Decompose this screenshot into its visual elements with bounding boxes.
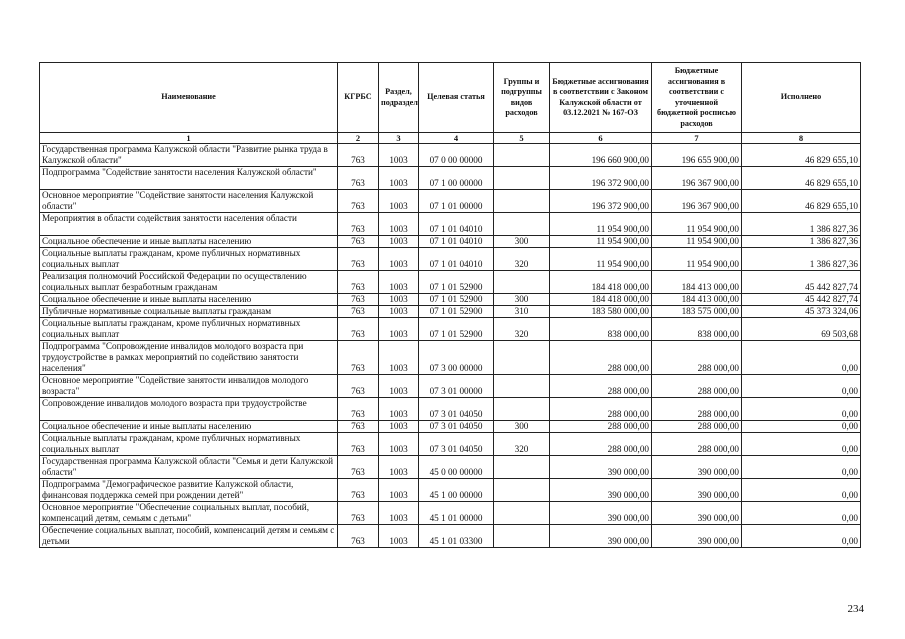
table-row: [40, 525, 861, 548]
col-number: 7: [652, 133, 742, 144]
row-kgrbs: 763: [338, 525, 379, 548]
header-row: [40, 63, 861, 133]
header-executed: Исполнено: [742, 63, 861, 133]
row-section: 1003: [379, 398, 419, 421]
row-executed: 46 829 655,10: [742, 167, 861, 190]
row-executed: 0,00: [742, 502, 861, 525]
row-kgrbs: 763: [338, 144, 379, 167]
header-budget-refined: Бюджетные ассигнования в соответствии с уточненной бюджетной росписью расходов: [652, 63, 742, 133]
table-row: [40, 398, 861, 421]
row-kgrbs: 763: [338, 318, 379, 341]
row-kgrbs: 763: [338, 271, 379, 294]
row-budget-refined: 183 575 000,00: [652, 306, 742, 318]
row-budget-refined: 184 413 000,00: [652, 271, 742, 294]
row-executed: 0,00: [742, 433, 861, 456]
row-group: 300: [494, 421, 550, 433]
row-name: Социальное обеспечение и иные выплаты населению: [40, 421, 338, 433]
row-kgrbs: 763: [338, 213, 379, 236]
row-target: 45 0 00 00000: [419, 456, 494, 479]
table-row: [40, 167, 861, 190]
row-budget-law: 288 000,00: [550, 433, 652, 456]
row-target: 45 1 00 00000: [419, 479, 494, 502]
row-section: 1003: [379, 525, 419, 548]
row-budget-refined: 288 000,00: [652, 398, 742, 421]
row-budget-law: 196 372 900,00: [550, 167, 652, 190]
table-row: [40, 433, 861, 456]
row-budget-law: 288 000,00: [550, 341, 652, 375]
col-number: 4: [419, 133, 494, 144]
row-target: 07 1 01 52900: [419, 318, 494, 341]
row-kgrbs: 763: [338, 236, 379, 248]
row-target: 07 1 01 52900: [419, 271, 494, 294]
row-section: 1003: [379, 341, 419, 375]
row-budget-law: 390 000,00: [550, 502, 652, 525]
row-name: Социальные выплаты гражданам, кроме публичных нормативных социальных выплат: [40, 433, 338, 456]
table-row: [40, 318, 861, 341]
row-budget-law: 288 000,00: [550, 398, 652, 421]
row-name: Публичные нормативные социальные выплаты гражданам: [40, 306, 338, 318]
row-section: 1003: [379, 318, 419, 341]
table-row: [40, 144, 861, 167]
row-name: Подпрограмма "Сопровождение инвалидов молодого возраста при трудоустройстве в рамках мероприятий по содействию занятости населения": [40, 341, 338, 375]
row-target: 07 3 01 04050: [419, 398, 494, 421]
row-budget-refined: 390 000,00: [652, 479, 742, 502]
row-executed: 0,00: [742, 398, 861, 421]
row-section: 1003: [379, 479, 419, 502]
row-budget-law: 390 000,00: [550, 479, 652, 502]
row-name: Социальные выплаты гражданам, кроме публичных нормативных социальных выплат: [40, 318, 338, 341]
row-name: Подпрограмма "Содействие занятости населения Калужской области": [40, 167, 338, 190]
row-kgrbs: 763: [338, 306, 379, 318]
row-budget-refined: 288 000,00: [652, 375, 742, 398]
row-target: 07 1 01 00000: [419, 190, 494, 213]
row-budget-law: 196 660 900,00: [550, 144, 652, 167]
row-target: 07 3 01 00000: [419, 375, 494, 398]
row-budget-refined: 838 000,00: [652, 318, 742, 341]
table-row: [40, 306, 861, 318]
row-budget-refined: 11 954 900,00: [652, 236, 742, 248]
row-target: 07 1 01 04010: [419, 236, 494, 248]
row-budget-law: 183 580 000,00: [550, 306, 652, 318]
row-group: 300: [494, 236, 550, 248]
row-group: 320: [494, 248, 550, 271]
row-section: 1003: [379, 502, 419, 525]
row-group: [494, 456, 550, 479]
row-kgrbs: 763: [338, 421, 379, 433]
row-budget-law: 184 418 000,00: [550, 294, 652, 306]
row-budget-law: 390 000,00: [550, 525, 652, 548]
row-section: 1003: [379, 433, 419, 456]
row-group: [494, 398, 550, 421]
row-group: [494, 167, 550, 190]
row-kgrbs: 763: [338, 341, 379, 375]
col-number: 8: [742, 133, 861, 144]
table-row: [40, 502, 861, 525]
row-budget-refined: 288 000,00: [652, 341, 742, 375]
row-budget-refined: 11 954 900,00: [652, 248, 742, 271]
row-kgrbs: 763: [338, 294, 379, 306]
row-group: 310: [494, 306, 550, 318]
row-name: Государственная программа Калужской области "Развитие рынка труда в Калужской области": [40, 144, 338, 167]
row-name: Подпрограмма "Демографическое развитие Калужской области, финансовая поддержка семей при рождении детей": [40, 479, 338, 502]
row-section: 1003: [379, 167, 419, 190]
table-row: [40, 341, 861, 375]
row-group: [494, 190, 550, 213]
row-budget-law: 11 954 900,00: [550, 248, 652, 271]
row-name: Основное мероприятие "Содействие занятости населения Калужской области": [40, 190, 338, 213]
row-executed: 0,00: [742, 375, 861, 398]
row-executed: 45 442 827,74: [742, 294, 861, 306]
row-group: [494, 479, 550, 502]
row-executed: 1 386 827,36: [742, 213, 861, 236]
row-executed: 0,00: [742, 525, 861, 548]
header-name: Наименование: [40, 63, 338, 133]
row-budget-law: 11 954 900,00: [550, 236, 652, 248]
row-budget-refined: 390 000,00: [652, 456, 742, 479]
budget-table: [39, 62, 861, 548]
row-group: [494, 213, 550, 236]
row-kgrbs: 763: [338, 502, 379, 525]
row-budget-law: 11 954 900,00: [550, 213, 652, 236]
col-number: 6: [550, 133, 652, 144]
col-number: 3: [379, 133, 419, 144]
row-name: Основное мероприятие "Обеспечение социальных выплат, пособий, компенсаций детям, семьям с детьми": [40, 502, 338, 525]
table-row: [40, 421, 861, 433]
row-executed: 46 829 655,10: [742, 190, 861, 213]
row-name: Реализация полномочий Российской Федерации по осуществлению социальных выплат безработным гражданам: [40, 271, 338, 294]
row-budget-law: 288 000,00: [550, 375, 652, 398]
row-budget-law: 196 372 900,00: [550, 190, 652, 213]
row-name: Сопровождение инвалидов молодого возраста при трудоустройстве: [40, 398, 338, 421]
table-row: [40, 456, 861, 479]
row-group: 320: [494, 318, 550, 341]
row-section: 1003: [379, 306, 419, 318]
row-kgrbs: 763: [338, 375, 379, 398]
row-section: 1003: [379, 236, 419, 248]
row-budget-refined: 184 413 000,00: [652, 294, 742, 306]
row-section: 1003: [379, 248, 419, 271]
table-row: [40, 479, 861, 502]
row-group: [494, 341, 550, 375]
header-kgrbs: КГРБС: [338, 63, 379, 133]
row-group: 320: [494, 433, 550, 456]
row-name: Государственная программа Калужской области "Семья и дети Калужской области": [40, 456, 338, 479]
row-target: 07 3 01 04050: [419, 433, 494, 456]
row-group: [494, 525, 550, 548]
row-executed: 46 829 655,10: [742, 144, 861, 167]
row-name: Обеспечение социальных выплат, пособий, компенсаций детям и семьям с детьми: [40, 525, 338, 548]
row-target: 45 1 01 00000: [419, 502, 494, 525]
row-group: 300: [494, 294, 550, 306]
row-name: Социальное обеспечение и иные выплаты населению: [40, 236, 338, 248]
table-row: [40, 213, 861, 236]
row-budget-refined: 288 000,00: [652, 421, 742, 433]
row-section: 1003: [379, 190, 419, 213]
row-executed: 45 373 324,06: [742, 306, 861, 318]
table-row: [40, 190, 861, 213]
row-budget-law: 288 000,00: [550, 421, 652, 433]
row-section: 1003: [379, 213, 419, 236]
row-executed: 0,00: [742, 456, 861, 479]
row-kgrbs: 763: [338, 167, 379, 190]
row-executed: 1 386 827,36: [742, 236, 861, 248]
row-executed: 0,00: [742, 341, 861, 375]
row-target: 07 0 00 00000: [419, 144, 494, 167]
header-budget-law: Бюджетные ассигнования в соответствии с Законом Калужской области от 03.12.2021 № 167-ОЗ: [550, 63, 652, 133]
header-target: Целевая статья: [419, 63, 494, 133]
row-budget-refined: 11 954 900,00: [652, 213, 742, 236]
row-executed: 1 386 827,36: [742, 248, 861, 271]
row-group: [494, 144, 550, 167]
column-number-row: [40, 133, 861, 144]
row-target: 07 1 01 52900: [419, 306, 494, 318]
table-row: [40, 375, 861, 398]
row-target: 45 1 01 03300: [419, 525, 494, 548]
row-kgrbs: 763: [338, 433, 379, 456]
row-executed: 69 503,68: [742, 318, 861, 341]
row-target: 07 3 01 04050: [419, 421, 494, 433]
row-budget-law: 390 000,00: [550, 456, 652, 479]
row-budget-law: 184 418 000,00: [550, 271, 652, 294]
row-name: Мероприятия в области содействия занятости населения области: [40, 213, 338, 236]
row-section: 1003: [379, 271, 419, 294]
table-row: [40, 248, 861, 271]
row-budget-refined: 390 000,00: [652, 525, 742, 548]
row-target: 07 1 01 04010: [419, 248, 494, 271]
row-executed: 0,00: [742, 479, 861, 502]
col-number: 5: [494, 133, 550, 144]
row-name: Основное мероприятие "Содействие занятости инвалидов молодого возраста": [40, 375, 338, 398]
row-kgrbs: 763: [338, 190, 379, 213]
row-budget-refined: 196 367 900,00: [652, 190, 742, 213]
table-row: [40, 294, 861, 306]
row-budget-refined: 196 367 900,00: [652, 167, 742, 190]
row-section: 1003: [379, 421, 419, 433]
row-kgrbs: 763: [338, 248, 379, 271]
row-target: 07 1 01 52900: [419, 294, 494, 306]
header-section: Раздел, подраздел: [379, 63, 419, 133]
table-row: [40, 236, 861, 248]
row-kgrbs: 763: [338, 456, 379, 479]
row-name: Социальное обеспечение и иные выплаты населению: [40, 294, 338, 306]
row-target: 07 1 01 04010: [419, 213, 494, 236]
row-section: 1003: [379, 375, 419, 398]
row-section: 1003: [379, 456, 419, 479]
row-budget-refined: 288 000,00: [652, 433, 742, 456]
row-section: 1003: [379, 294, 419, 306]
page-number: 234: [847, 603, 864, 615]
row-target: 07 3 00 00000: [419, 341, 494, 375]
row-executed: 45 442 827,74: [742, 271, 861, 294]
row-group: [494, 502, 550, 525]
col-number: 1: [40, 133, 338, 144]
row-kgrbs: 763: [338, 398, 379, 421]
row-target: 07 1 00 00000: [419, 167, 494, 190]
row-kgrbs: 763: [338, 479, 379, 502]
row-group: [494, 271, 550, 294]
header-groups: Группы и подгруппы видов расходов: [494, 63, 550, 133]
row-name: Социальные выплаты гражданам, кроме публичных нормативных социальных выплат: [40, 248, 338, 271]
row-budget-refined: 390 000,00: [652, 502, 742, 525]
col-number: 2: [338, 133, 379, 144]
row-section: 1003: [379, 144, 419, 167]
row-budget-refined: 196 655 900,00: [652, 144, 742, 167]
row-executed: 0,00: [742, 421, 861, 433]
row-budget-law: 838 000,00: [550, 318, 652, 341]
row-group: [494, 375, 550, 398]
table-row: [40, 271, 861, 294]
